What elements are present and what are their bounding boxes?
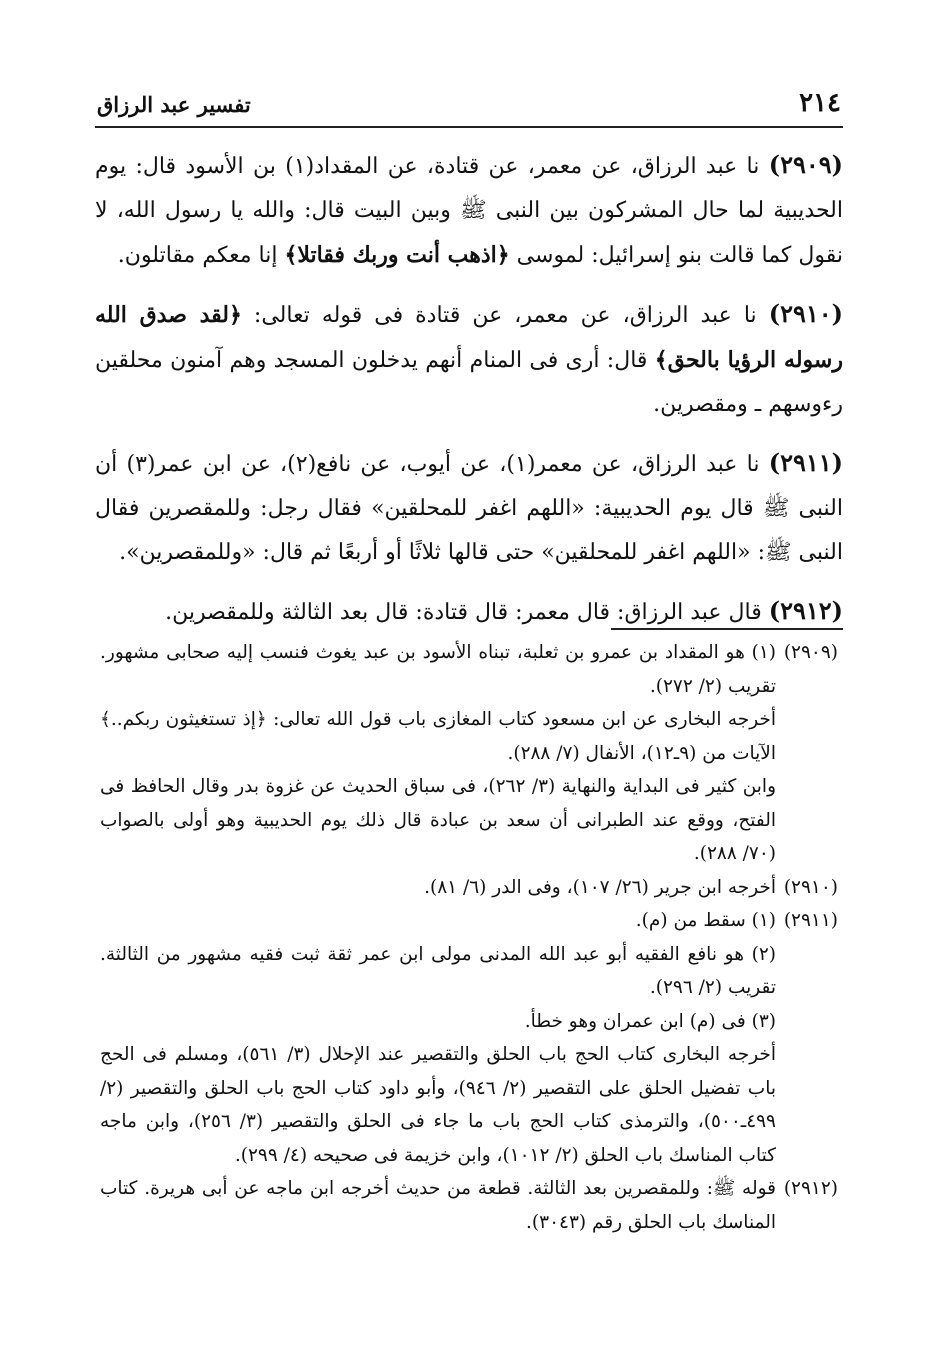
hadith-text: نا عبد الرزاق، عن معمر، عن قتادة، عن المقداد(١) بن الأسود قال: يوم الحديبية لما حال المشركون بين النبى ﷺ وبين البيت قال: والله يا رسول الله، لا نقول كما قالت بنو إسرائيل: لموسى <box>95 154 843 268</box>
footnote-group <box>100 636 838 703</box>
footnote-separator <box>611 628 843 630</box>
footnotes <box>100 636 838 1239</box>
hadith-text-tail: إنا معكم مقاتلون. <box>117 243 285 268</box>
hadith-number: (٢٩١٢) <box>768 596 843 625</box>
hadith-entry <box>95 292 843 427</box>
quran-quote: ﴿اذهب أنت وربك فقاتلا﴾ <box>284 242 510 268</box>
hadith-number: (٢٩١٠) <box>768 299 843 328</box>
running-title: تفسير عبد الرزاق <box>97 92 251 117</box>
hadith-number: (٢٩١١) <box>768 448 843 477</box>
quran-quote: ﴿لقد صدق الله رسوله الرؤيا بالحق﴾ <box>95 302 843 373</box>
footnote-label: (٢٩١٠) <box>783 876 838 898</box>
main-text <box>95 143 843 649</box>
footnote-text: قوله ﷺ: وللمقصرين بعد الثالثة. قطعة من حديث أخرجه ابن ماجه عن أبى هريرة. كتاب المناسك باب الحلق رقم (٣٠٤٣). <box>100 1178 776 1233</box>
footnote-text: أخرجه البخارى عن ابن مسعود كتاب المغازى باب قول الله تعالى: ﴿إذ تستغيثون ربكم..﴾ الآيات من (٩ـ١٢)، الأنفال (٧/ ٢٨٨). <box>100 709 776 764</box>
footnote-text: (١) هو المقداد بن عمرو بن ثعلبة، تبناه الأسود بن عبد يغوث فنسب إليه صحابى مشهور. تقريب (٢/ ٢٧٢). <box>100 642 776 697</box>
footnote-text: أخرجه البخارى كتاب الحج باب الحلق والتقصير عند الإحلال (٣/ ٥٦١)، ومسلم فى الحج باب تفضيل الحلق على التقصير (٢/ ٩٤٦)، وأبو داود كتاب الحج باب الحلق والتقصير (٢/ ٤٩٩ـ٥٠٠)، والترمذى كتاب الحج باب ما جاء فى الحلق والتقصير (٣/ ٢٥٦)، وابن ماجه كتاب المناسك باب الحلق (٢/ ١٠١٢)، وابن خزيمة فى صحيحه (٤/ ٢٩٩). <box>100 1044 777 1166</box>
hadith-text: نا عبد الرزاق، عن معمر(١)، عن أيوب، عن نافع(٢)، عن ابن عمر(٣) أن النبى ﷺ قال يوم الحديبية: «اللهم اغفر للمحلقين» فقال رجل: وللمقصرين فقال النبى ﷺ: «اللهم اغفر للمحلقين» حتى قالها ثلاثًا أو أربعًا ثم قال: «وللمقصرين». <box>95 452 843 565</box>
footnote-group <box>100 871 838 905</box>
footnote-label: (٢٩٠٩) <box>783 642 838 663</box>
footnote-label: (٢٩١١) <box>783 910 838 931</box>
page-header <box>95 86 843 128</box>
footnote-text: (١) سقط من (م). <box>635 910 776 931</box>
page-number: ٢١٤ <box>799 88 841 118</box>
hadith-entry <box>95 143 843 278</box>
hadith-text: قال عبد الرزاق: قال معمر: قال قتادة: قال بعد الثالثة وللمقصرين. <box>165 600 769 625</box>
footnote-text: أخرجه ابن جرير (٢٦/ ١٠٧)، وفى الدر (٦/ ٨١). <box>424 876 776 898</box>
footnote-text: (٣) فى (م) ابن عمران وهو خطأ. <box>524 1010 776 1032</box>
footnote-group <box>100 904 838 938</box>
footnote-label: (٢٩١٢) <box>783 1178 838 1199</box>
hadith-entry <box>95 441 843 575</box>
footnote-group <box>100 1172 838 1239</box>
footnote-text: (٢) هو نافع الفقيه أبو عبد الله المدنى مولى ابن عمر ثقة ثبت فقيه مشهور من الثالثة. تقريب (٢/ ٢٩٦). <box>100 943 776 998</box>
hadith-number: (٢٩٠٩) <box>768 150 844 179</box>
hadith-text: نا عبد الرزاق، عن معمر، عن قتادة فى قوله تعالى: <box>241 303 769 328</box>
hadith-text-tail: قال: أرى فى المنام أنهم يدخلون المسجد وهم آمنون محلقين رءوسهم ـ ومقصرين. <box>95 348 843 417</box>
footnote-text: وابن كثير فى البداية والنهاية (٣/ ٢٦٢)، فى سباق الحديث عن غزوة بدر وقال الحافظ فى الفتح، ووقع عند الطبرانى أن سعد بن عبادة قال ذلك يوم الحديبية وهو أولى بالصواب (٧٠/ ٢٨٨). <box>100 776 777 864</box>
